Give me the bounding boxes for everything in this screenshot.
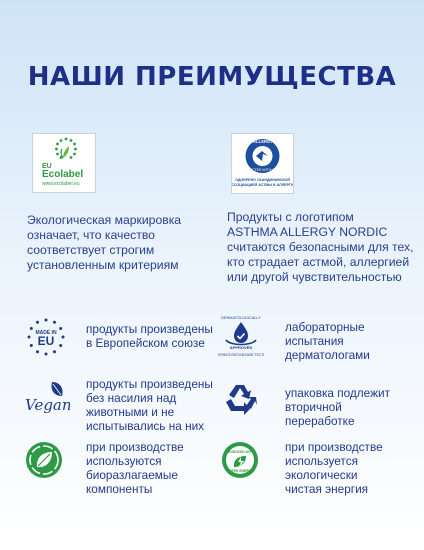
dermatologically-approved-icon	[218, 313, 264, 359]
aan-caption-1: ОДОБРЕНО СКАНДИНАВСКОЙ	[235, 178, 290, 182]
vegan-icon	[22, 378, 70, 420]
green-energy-label-1: PRODUCED WITH	[225, 450, 255, 454]
vegan-word: Vegan	[25, 396, 70, 414]
asthma-allergy-description: Продукты с логотипом ASTHMA ALLERGY NORDIC считаются безопасными для тех, кто страдает астмой, аллергией или другой чувствительностью	[227, 210, 414, 284]
recycling-text: упаковка подлежит вторичной переработке	[285, 386, 390, 428]
dermatology-text: лабораторные испытания дерматологами	[285, 320, 370, 362]
derm-tests-label: ДЕРМАТОЛОГИЧЕСКИЕ ТЕСТЫ	[218, 353, 264, 357]
approved-label: APPROVED	[229, 345, 253, 350]
ecolabel-eu-text: EU	[42, 163, 52, 170]
made-in-eu-icon	[26, 317, 66, 357]
eu-label: EU	[37, 334, 55, 348]
green-energy-icon	[220, 440, 260, 480]
page-title: НАШИ ПРЕИМУЩЕСТВА	[27, 62, 397, 92]
aan-tagline: SELECTED WITH CARE	[242, 168, 283, 172]
made-in-label: MADE IN	[35, 330, 57, 336]
green-energy-text: при производстве используется экологически чистая энергия	[285, 440, 383, 496]
asthma-allergy-nordic-icon	[232, 134, 293, 193]
eu-ecolabel-icon	[33, 134, 95, 192]
vegan-text: продукты произведены без насилия над животными и не испытывались на них	[86, 377, 213, 433]
eu-ecolabel-logo	[32, 133, 96, 193]
green-energy-label-2: GREEN ENERGY	[226, 469, 254, 473]
aan-caption-2: АССОЦИАЦИЕЙ АСТМЫ И АЛЛЕРГИИ	[232, 183, 293, 187]
biodegradable-icon	[24, 440, 64, 480]
derm-label: DERMATOLOGICALLY	[221, 316, 261, 320]
ecolabel-description: Экологическая маркировка означает, что качество соответствует строгим установленным критериям	[27, 213, 182, 272]
ecolabel-word: Ecolabel	[42, 169, 84, 180]
asthma-allergy-nordic-logo	[231, 133, 294, 194]
biodegradable-text: при производстве используются биоразлагаемые компоненты	[86, 440, 184, 496]
made-in-eu-text: продукты произведены в Европейском союзе	[86, 322, 213, 350]
ecolabel-url: www.ecolabel.eu	[42, 181, 80, 187]
aan-logo-text: ASTHMA ALLERGY NORDIC	[234, 139, 291, 144]
recycling-icon	[222, 382, 258, 418]
